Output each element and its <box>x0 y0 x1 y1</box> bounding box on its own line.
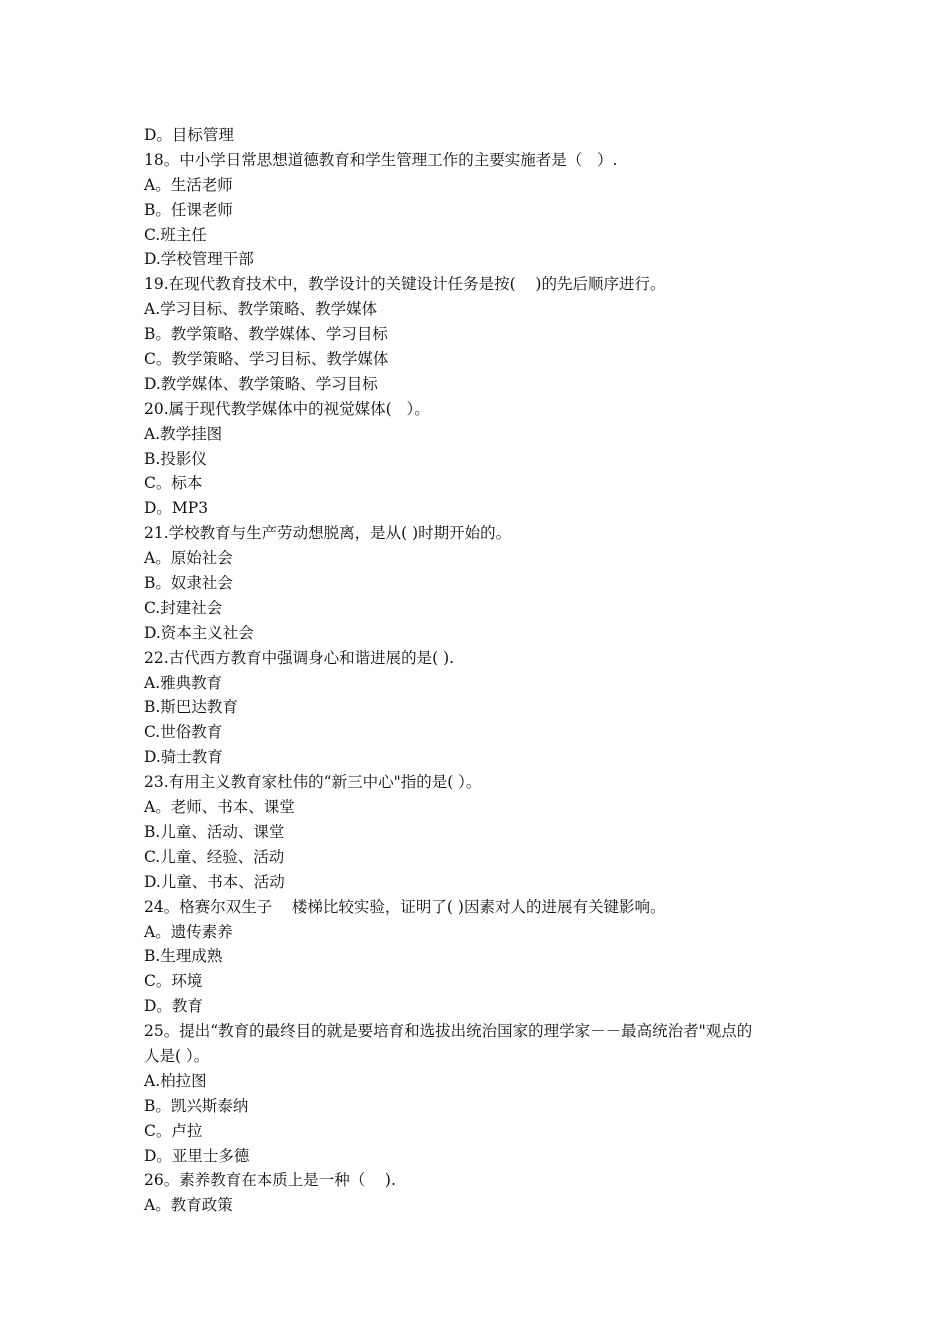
option-line: A。生活老师 <box>144 175 233 194</box>
option-line: A。原始社会 <box>144 549 233 568</box>
option-line: B.斯巴达教育 <box>144 698 238 717</box>
option-line: A.雅典教育 <box>144 673 223 692</box>
option-line: A.柏拉图 <box>144 1071 207 1090</box>
option-line: B。任课老师 <box>144 200 233 219</box>
option-line: A.学习目标、教学策略、教学媒体 <box>144 300 378 319</box>
option-line: D。教育 <box>144 997 203 1016</box>
option-line: C.儿童、经验、活动 <box>144 847 285 866</box>
question-18: 18。中小学日常思想道德教育和学生管理工作的主要实施者是（ ）. <box>144 150 618 169</box>
question-22: 22.古代西方教育中强调身心和谐进展的是( ). <box>144 648 455 667</box>
option-line: C.封建社会 <box>144 598 223 617</box>
option-line: C。卢拉 <box>144 1121 203 1140</box>
option-line: D.儿童、书本、活动 <box>144 872 285 891</box>
option-line: A。遗传素养 <box>144 922 233 941</box>
option-line: C.世俗教育 <box>144 723 223 742</box>
question-19: 19.在现代教育技术中，教学设计的关键设计任务是按( )的先后顺序进行。 <box>144 275 666 294</box>
option-line: C。标本 <box>144 474 203 493</box>
option-line: D.教学媒体、教学策略、学习目标 <box>144 374 378 393</box>
option-line: D.学校管理干部 <box>144 250 254 269</box>
question-20: 20.属于现代教学媒体中的视觉媒体( ）。 <box>144 399 430 418</box>
option-line: B.投影仪 <box>144 449 207 468</box>
option-line: A。老师、书本、课堂 <box>144 798 295 817</box>
option-line: B。奴隶社会 <box>144 574 233 593</box>
question-25: 25。提出“教育的最终目的就是要培育和选拔出统治国家的理学家－－最高统治者"观点的 <box>144 1022 753 1041</box>
question-26: 26。素养教育在本质上是一种（ ). <box>144 1171 396 1190</box>
question-23: 23.有用主义教育家杜伟的“新三中心"指的是( ）。 <box>144 773 482 792</box>
question-text <box>144 123 814 1218</box>
text-line: D。目标管理 <box>144 126 234 144</box>
question-24: 24。格赛尔双生子 楼梯比较实验，证明了( )因素对人的进展有关键影响。 <box>144 897 666 916</box>
option-line: D。MP3 <box>144 499 209 518</box>
question-21: 21.学校教育与生产劳动想脱离，是从( )时期开始的。 <box>144 524 512 543</box>
option-line: D。亚里士多德 <box>144 1146 250 1165</box>
option-line: D.骑士教育 <box>144 748 223 767</box>
option-line: A。教育政策 <box>144 1196 233 1215</box>
option-line: B。凯兴斯泰纳 <box>144 1096 249 1115</box>
option-line: D.资本主义社会 <box>144 623 254 642</box>
option-line: A.教学挂图 <box>144 424 223 443</box>
option-line: C。环境 <box>144 972 203 991</box>
option-line: B.生理成熟 <box>144 947 223 966</box>
question-25-continued: 人是( ）。 <box>144 1046 210 1065</box>
option-line: B。教学策略、教学媒体、学习目标 <box>144 325 388 344</box>
option-line: C。教学策略、学习目标、教学媒体 <box>144 350 389 369</box>
option-line: B.儿童、活动、课堂 <box>144 822 285 841</box>
option-line: C.班主任 <box>144 225 207 244</box>
